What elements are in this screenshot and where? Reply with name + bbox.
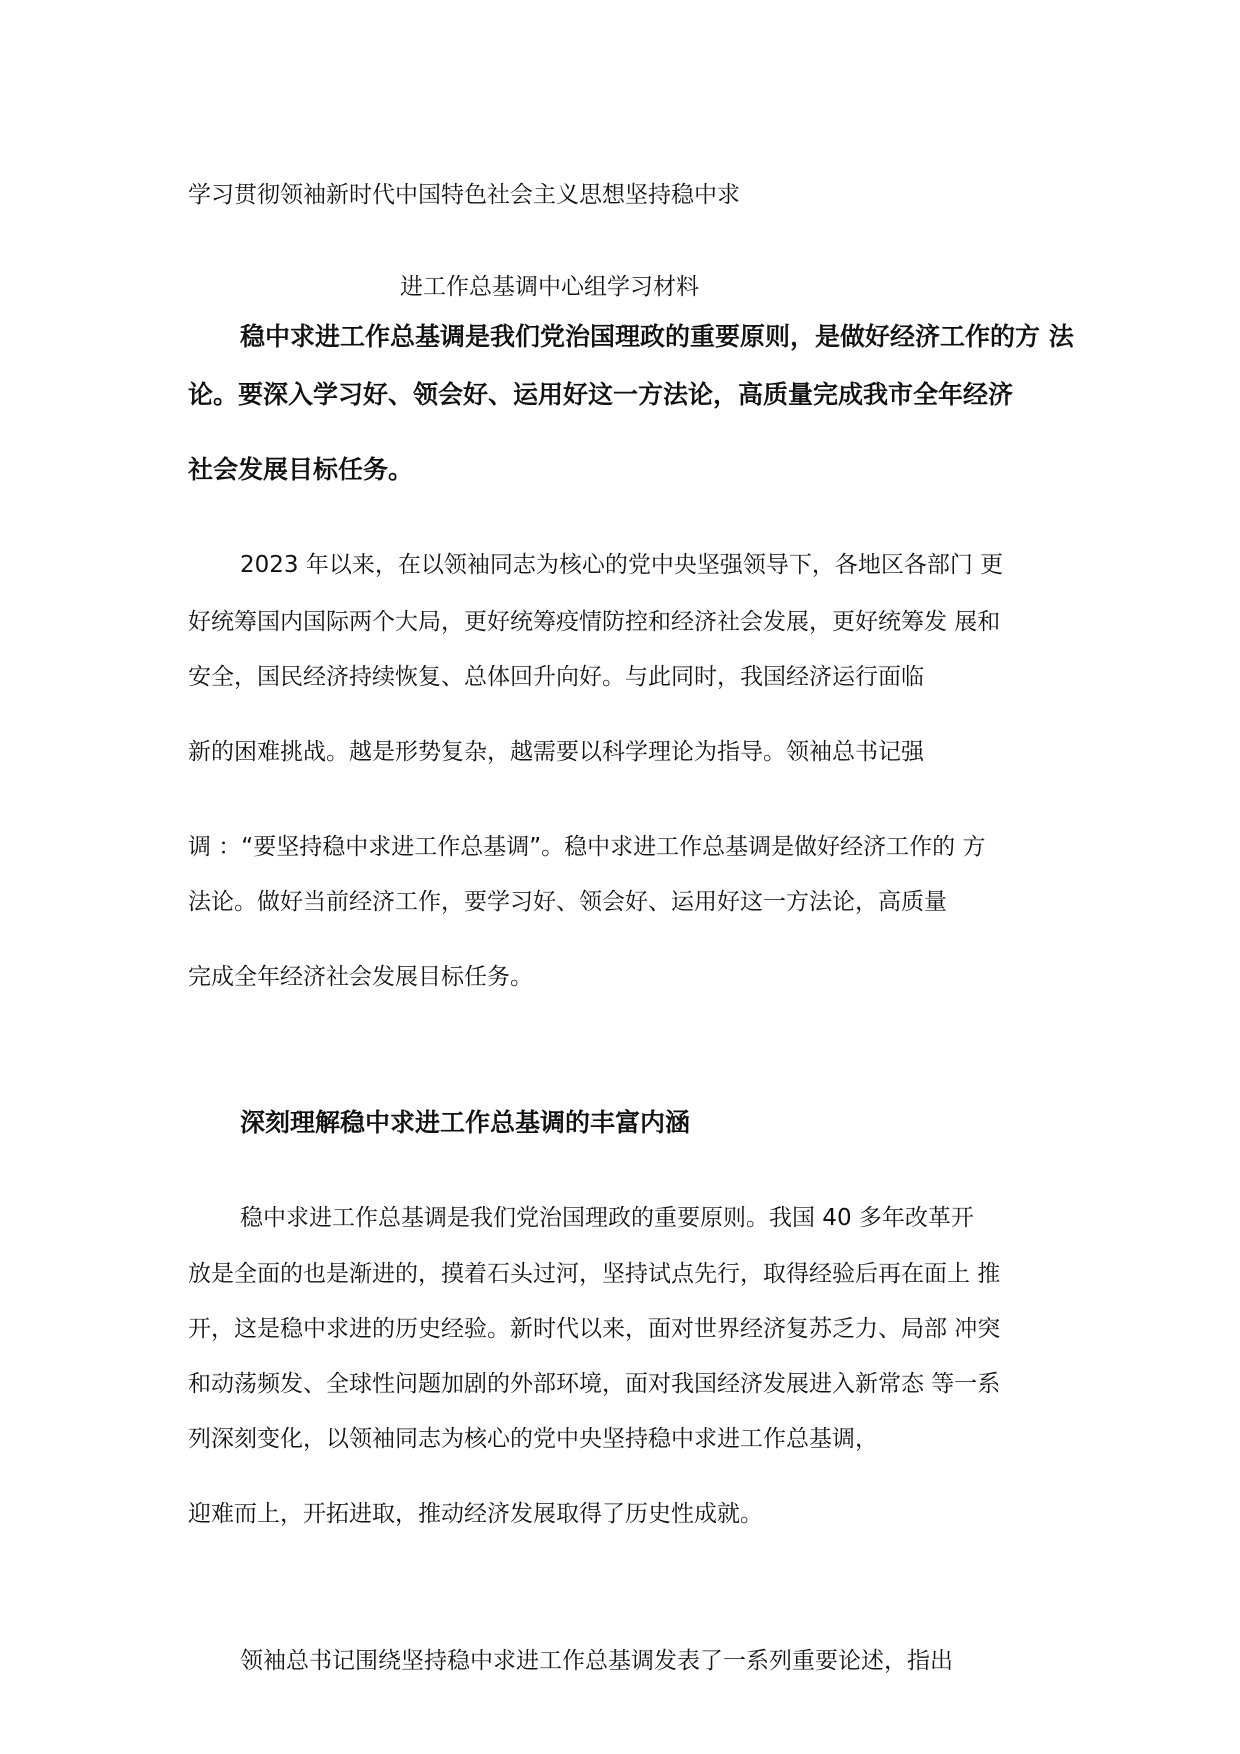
para2-line-4: 和动荡频发、全球性问题加剧的外部环境，面对我国经济发展进入新常态 等一系 xyxy=(188,1371,1001,1397)
para2-line-3: 开，这是稳中求进的历史经验。新时代以来，面对世界经济复苏乏力、局部 冲突 xyxy=(188,1316,1001,1342)
section-heading: 深刻理解稳中求进工作总基调的丰富内涵 xyxy=(240,1108,691,1137)
para2-line-1: 稳中求进工作总基调是我们党治国理政的重要原则。我国 40 多年改革开 xyxy=(240,1205,974,1231)
intro-line-2: 论。要深入学习好、领会好、运用好这一方法论，高质量完成我市全年经济 xyxy=(188,380,1014,409)
para2-line-2: 放是全面的也是渐进的，摸着石头过河，坚持试点先行，取得经验后再在面上 推 xyxy=(188,1261,1001,1287)
document-title-line-1: 学习贯彻领袖新时代中国特色社会主义思想坚持稳中求 xyxy=(188,182,740,208)
para1-line-3: 安全，国民经济持续恢复、总体回升向好。与此同时，我国经济运行面临 xyxy=(188,664,924,690)
document-title-line-2: 进工作总基调中心组学习材料 xyxy=(400,274,699,300)
para1-line-1: 2023 年以来，在以领袖同志为核心的党中央坚强领导下，各地区各部门 更 xyxy=(240,552,1004,578)
intro-line-3: 社会发展目标任务。 xyxy=(188,455,414,484)
para1-line-4: 新的困难挑战。越是形势复杂，越需要以科学理论为指导。领袖总书记强 xyxy=(188,739,924,765)
intro-line-1: 稳中求进工作总基调是我们党治国理政的重要原则，是做好经济工作的方 法 xyxy=(240,322,1074,351)
para1-line-7: 完成全年经济社会发展目标任务。 xyxy=(188,964,533,990)
para1-line-5: 调 ：“要坚持稳中求进工作总基调”。稳中求进工作总基调是做好经济工作的 方 xyxy=(188,834,986,860)
para2-line-5: 列深刻变化，以领袖同志为核心的党中央坚持稳中求进工作总基调， xyxy=(188,1426,878,1452)
para2-line-6: 迎难而上，开拓进取，推动经济发展取得了历史性成就。 xyxy=(188,1501,763,1527)
para1-line-6: 法论。做好当前经济工作，要学习好、领会好、运用好这一方法论，高质量 xyxy=(188,889,947,915)
para3-line-1: 领袖总书记围绕坚持稳中求进工作总基调发表了一系列重要论述，指出 xyxy=(240,1648,953,1674)
para1-line-2: 好统筹国内国际两个大局，更好统筹疫情防控和经济社会发展，更好统筹发 展和 xyxy=(188,609,1001,635)
